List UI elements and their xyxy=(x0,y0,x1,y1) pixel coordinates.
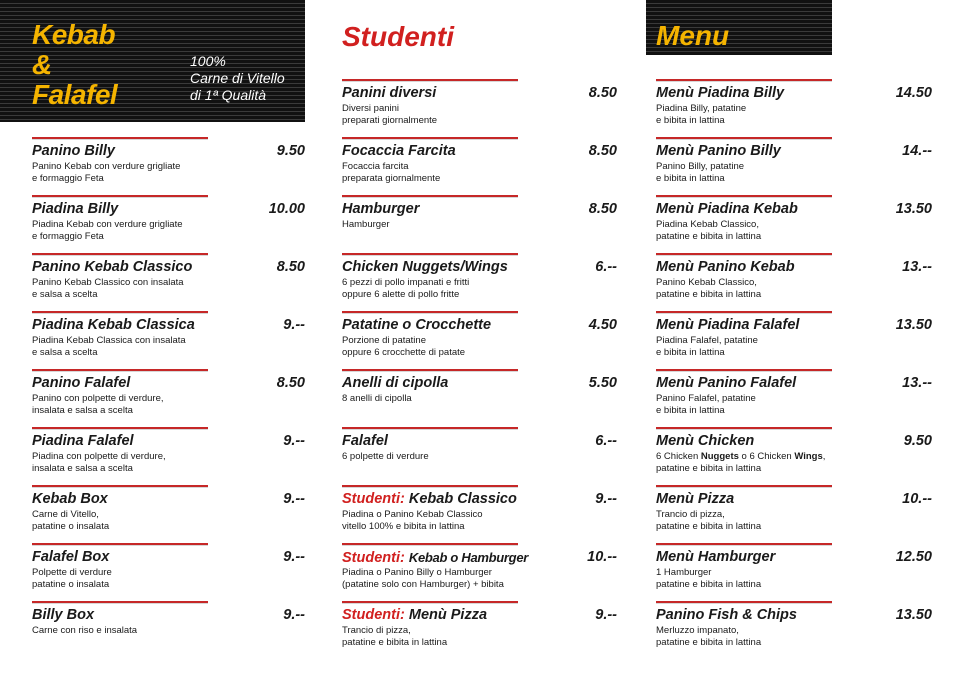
desc-line: vitello 100% e bibita in lattina xyxy=(342,521,465,532)
desc-line: patatine e bibita in lattina xyxy=(656,579,762,590)
item-description xyxy=(342,219,390,231)
item-description xyxy=(342,103,437,127)
divider xyxy=(342,485,518,487)
item-price: 9.-- xyxy=(595,607,617,623)
divider xyxy=(342,137,518,139)
studenti-title: Studenti xyxy=(342,21,454,52)
item-name: Panino Fish & Chips xyxy=(656,607,797,623)
divider xyxy=(32,253,208,255)
item-description xyxy=(32,219,183,243)
item-description xyxy=(32,625,137,637)
divider xyxy=(32,601,208,603)
desc-line: Piadina o Panino Kebab Classico xyxy=(342,509,483,520)
item-price: 12.50 xyxy=(895,549,932,565)
item-price: 8.50 xyxy=(588,143,617,159)
item-name: Hamburger xyxy=(342,201,420,217)
item-name: Anelli di cipolla xyxy=(342,375,449,391)
item-price: 9.-- xyxy=(283,491,305,507)
title-line: Falafel xyxy=(32,79,118,110)
menu-item xyxy=(656,137,932,195)
menu-item xyxy=(342,253,617,311)
menu-item xyxy=(342,311,617,369)
item-price: 13.50 xyxy=(895,607,932,623)
menu-item xyxy=(656,311,932,369)
menu-header xyxy=(646,0,832,55)
divider xyxy=(342,369,518,371)
menu-item xyxy=(342,79,617,137)
desc-line: Porzione di patatine xyxy=(342,335,426,346)
item-name: Piadina Falafel xyxy=(32,433,134,449)
item-price: 8.50 xyxy=(588,201,617,217)
desc-fragment: o 6 Chicken xyxy=(738,451,795,462)
divider xyxy=(32,195,208,197)
divider xyxy=(656,137,832,139)
desc-line: e formaggio Feta xyxy=(32,231,104,242)
desc-line: preparati giornalmente xyxy=(342,115,438,126)
item-price: 9.-- xyxy=(283,317,305,333)
item-name-text: Kebab o Hamburger xyxy=(408,550,529,565)
divider xyxy=(656,79,832,81)
item-description xyxy=(656,161,744,185)
desc-line xyxy=(656,451,825,463)
desc-line: patatine e bibita in lattina xyxy=(656,521,762,532)
item-name: Panino Falafel xyxy=(32,375,131,391)
menu-title: Menu xyxy=(656,20,730,51)
menu-item xyxy=(656,253,932,311)
item-name: Menù Panino Kebab xyxy=(656,259,795,275)
desc-line: oppure 6 alette di pollo fritte xyxy=(342,289,460,300)
desc-fragment: , xyxy=(822,451,826,462)
item-name: Menù Chicken xyxy=(656,433,755,449)
menu-item xyxy=(342,137,617,195)
desc-line: e bibita in lattina xyxy=(656,405,725,416)
divider xyxy=(656,311,832,313)
quality-note xyxy=(190,53,285,104)
desc-line: preparata giornalmente xyxy=(342,173,441,184)
item-description xyxy=(656,567,761,591)
desc-line: patatine e bibita in lattina xyxy=(656,463,762,474)
divider xyxy=(342,79,518,81)
divider xyxy=(32,485,208,487)
item-name-text: Kebab Classico xyxy=(408,491,517,507)
desc-line: e bibita in lattina xyxy=(656,173,725,184)
quality-line: di 1ª Qualità xyxy=(190,87,267,103)
item-name xyxy=(342,607,487,624)
menu-item xyxy=(32,137,305,195)
desc-line: Merluzzo impanato, xyxy=(656,625,739,636)
desc-line: Piadina con polpette di verdure, xyxy=(32,451,166,462)
divider xyxy=(342,601,518,603)
menu-item xyxy=(32,427,305,485)
divider xyxy=(32,543,208,545)
item-description xyxy=(342,335,465,359)
menu-item xyxy=(656,601,932,659)
item-description xyxy=(342,393,412,405)
item-name: Menù Piadina Kebab xyxy=(656,201,798,217)
item-name: Panini diversi xyxy=(342,85,437,101)
item-price: 8.50 xyxy=(276,259,305,275)
desc-line: Trancio di pizza, xyxy=(656,509,725,520)
item-name: Focaccia Farcita xyxy=(342,143,456,159)
menu-item xyxy=(342,195,617,253)
quality-line: Carne di Vitello xyxy=(190,70,285,86)
item-price: 8.50 xyxy=(276,375,305,391)
item-description xyxy=(32,335,186,359)
item-name: Menù Pizza xyxy=(656,491,735,507)
item-description xyxy=(656,277,761,301)
item-description xyxy=(32,451,166,475)
desc-line: Hamburger xyxy=(342,219,390,230)
desc-line: patatine e bibita in lattina xyxy=(656,289,762,300)
desc-line: Piadina Billy, patatine xyxy=(656,103,747,114)
desc-line: Trancio di pizza, xyxy=(342,625,411,636)
desc-line: patatine e bibita in lattina xyxy=(342,637,448,648)
item-price: 10.-- xyxy=(587,549,617,565)
item-description xyxy=(32,393,164,417)
studenti-tag: Studenti: xyxy=(342,491,405,507)
item-description xyxy=(32,277,184,301)
item-name: Billy Box xyxy=(32,607,95,623)
menu-item xyxy=(32,543,305,601)
desc-line: insalata e salsa a scelta xyxy=(32,405,133,416)
title-line: & xyxy=(32,49,52,80)
quality-line: 100% xyxy=(190,53,226,69)
kebab-falafel-title xyxy=(32,20,117,110)
menu-item xyxy=(32,195,305,253)
item-name: Kebab Box xyxy=(32,491,108,507)
item-description xyxy=(32,161,180,185)
divider xyxy=(342,311,518,313)
item-description xyxy=(656,509,761,533)
item-name: Menù Piadina Billy xyxy=(656,85,785,101)
desc-line: patatine o insalata xyxy=(32,579,110,590)
divider xyxy=(342,195,518,197)
item-name: Panino Billy xyxy=(32,143,115,159)
item-price: 10.-- xyxy=(902,491,932,507)
item-name: Falafel Box xyxy=(32,549,110,565)
menu-item xyxy=(342,369,617,427)
desc-line: Piadina Kebab Classico, xyxy=(656,219,759,230)
menu-item xyxy=(32,311,305,369)
menu-item xyxy=(656,427,932,485)
desc-line: e bibita in lattina xyxy=(656,115,725,126)
item-description xyxy=(656,451,825,475)
desc-line: Carne di Vitello, xyxy=(32,509,99,520)
desc-line: Panino Kebab Classico con insalata xyxy=(32,277,184,288)
desc-line: oppure 6 crocchette di patate xyxy=(342,347,466,358)
item-price: 9.-- xyxy=(595,491,617,507)
divider xyxy=(656,195,832,197)
item-name: Piadina Billy xyxy=(32,201,119,217)
desc-line: Carne con riso e insalata xyxy=(32,625,138,636)
menu-item xyxy=(32,369,305,427)
item-name: Chicken Nuggets/Wings xyxy=(342,259,508,275)
desc-line: (patatine solo con Hamburger) + bibita xyxy=(342,579,504,590)
item-description xyxy=(32,509,109,533)
item-name: Falafel xyxy=(342,433,388,449)
divider xyxy=(656,369,832,371)
item-description xyxy=(656,335,758,359)
divider xyxy=(342,253,518,255)
desc-line: Panino Falafel, patatine xyxy=(656,393,756,404)
desc-line: 8 anelli di cipolla xyxy=(342,393,412,404)
item-description xyxy=(342,625,447,649)
desc-fragment: 6 Chicken xyxy=(656,451,699,462)
menu-item xyxy=(32,485,305,543)
desc-line: e salsa a scelta xyxy=(32,347,98,358)
desc-line: Panino Billy, patatine xyxy=(656,161,745,172)
desc-line: 6 polpette di verdure xyxy=(342,451,429,462)
desc-line: e salsa a scelta xyxy=(32,289,98,300)
item-description xyxy=(342,277,469,301)
item-name: Menù Piadina Falafel xyxy=(656,317,800,333)
desc-line: patatine e bibita in lattina xyxy=(656,637,762,648)
item-description xyxy=(342,509,482,533)
divider xyxy=(32,311,208,313)
item-price: 10.00 xyxy=(268,201,305,217)
item-name xyxy=(342,549,528,567)
desc-fragment: Nuggets xyxy=(700,451,739,462)
item-name: Piadina Kebab Classica xyxy=(32,317,195,333)
item-price: 6.-- xyxy=(595,259,617,275)
desc-line: Piadina o Panino Billy o Hamburger xyxy=(342,567,492,578)
divider xyxy=(342,543,518,545)
desc-fragment: Wings xyxy=(794,451,823,462)
item-description xyxy=(656,625,761,649)
item-description xyxy=(656,219,761,243)
item-description xyxy=(342,161,440,185)
desc-line: 1 Hamburger xyxy=(656,567,712,578)
item-price: 4.50 xyxy=(588,317,617,333)
item-price: 13.50 xyxy=(895,201,932,217)
desc-line: patatine e bibita in lattina xyxy=(656,231,762,242)
menu-item xyxy=(656,369,932,427)
menu-item xyxy=(656,79,932,137)
menu-item xyxy=(656,485,932,543)
divider xyxy=(342,427,518,429)
menu-item xyxy=(342,485,617,543)
desc-line: e formaggio Feta xyxy=(32,173,104,184)
item-price: 8.50 xyxy=(588,85,617,101)
menu-item xyxy=(32,253,305,311)
desc-line: Piadina Falafel, patatine xyxy=(656,335,758,346)
menu-item xyxy=(342,543,617,601)
divider xyxy=(32,369,208,371)
divider xyxy=(32,427,208,429)
desc-line: 6 pezzi di pollo impanati e fritti xyxy=(342,277,470,288)
item-price: 14.50 xyxy=(895,85,932,101)
menu-item xyxy=(656,195,932,253)
desc-line: Panino Kebab con verdure grigliate xyxy=(32,161,181,172)
item-price: 9.-- xyxy=(283,607,305,623)
desc-line: Piadina Kebab Classica con insalata xyxy=(32,335,186,346)
menu-item xyxy=(342,427,617,485)
desc-line: Focaccia farcita xyxy=(342,161,409,172)
desc-line: insalata e salsa a scelta xyxy=(32,463,133,474)
desc-line: Polpette di verdure xyxy=(32,567,112,578)
item-description xyxy=(342,567,504,591)
divider xyxy=(656,253,832,255)
divider xyxy=(32,137,208,139)
item-price: 9.-- xyxy=(283,549,305,565)
desc-line: Panino Kebab Classico, xyxy=(656,277,757,288)
item-price: 9.-- xyxy=(283,433,305,449)
desc-line: Diversi panini xyxy=(342,103,400,114)
item-name: Menù Panino Falafel xyxy=(656,375,797,391)
item-price: 5.50 xyxy=(588,375,617,391)
title-line: Kebab xyxy=(32,19,116,50)
item-description xyxy=(656,393,756,417)
item-price: 9.50 xyxy=(903,433,932,449)
menu-item xyxy=(656,543,932,601)
divider xyxy=(656,601,832,603)
menu-item xyxy=(342,601,617,659)
item-name: Patatine o Crocchette xyxy=(342,317,492,333)
item-description xyxy=(342,451,429,463)
desc-line: Piadina Kebab con verdure grigliate xyxy=(32,219,183,230)
item-name-text: Menù Pizza xyxy=(408,607,488,623)
desc-line: Panino con polpette di verdure, xyxy=(32,393,164,404)
divider xyxy=(656,427,832,429)
item-price: 14.-- xyxy=(902,143,932,159)
desc-line: e bibita in lattina xyxy=(656,347,725,358)
divider xyxy=(656,543,832,545)
item-name: Menù Hamburger xyxy=(656,549,776,565)
item-price: 13.-- xyxy=(902,375,932,391)
divider xyxy=(656,485,832,487)
studenti-tag: Studenti: xyxy=(342,607,405,623)
item-description xyxy=(656,103,746,127)
item-price: 9.50 xyxy=(276,143,305,159)
item-name: Panino Kebab Classico xyxy=(32,259,193,275)
item-price: 13.50 xyxy=(895,317,932,333)
item-price: 6.-- xyxy=(595,433,617,449)
item-name: Menù Panino Billy xyxy=(656,143,781,159)
item-description xyxy=(32,567,112,591)
menu-item xyxy=(32,601,305,659)
desc-line: patatine o insalata xyxy=(32,521,110,532)
kebab-falafel-header xyxy=(0,0,305,122)
item-name xyxy=(342,491,517,508)
item-price: 13.-- xyxy=(902,259,932,275)
studenti-tag: Studenti: xyxy=(342,550,405,566)
